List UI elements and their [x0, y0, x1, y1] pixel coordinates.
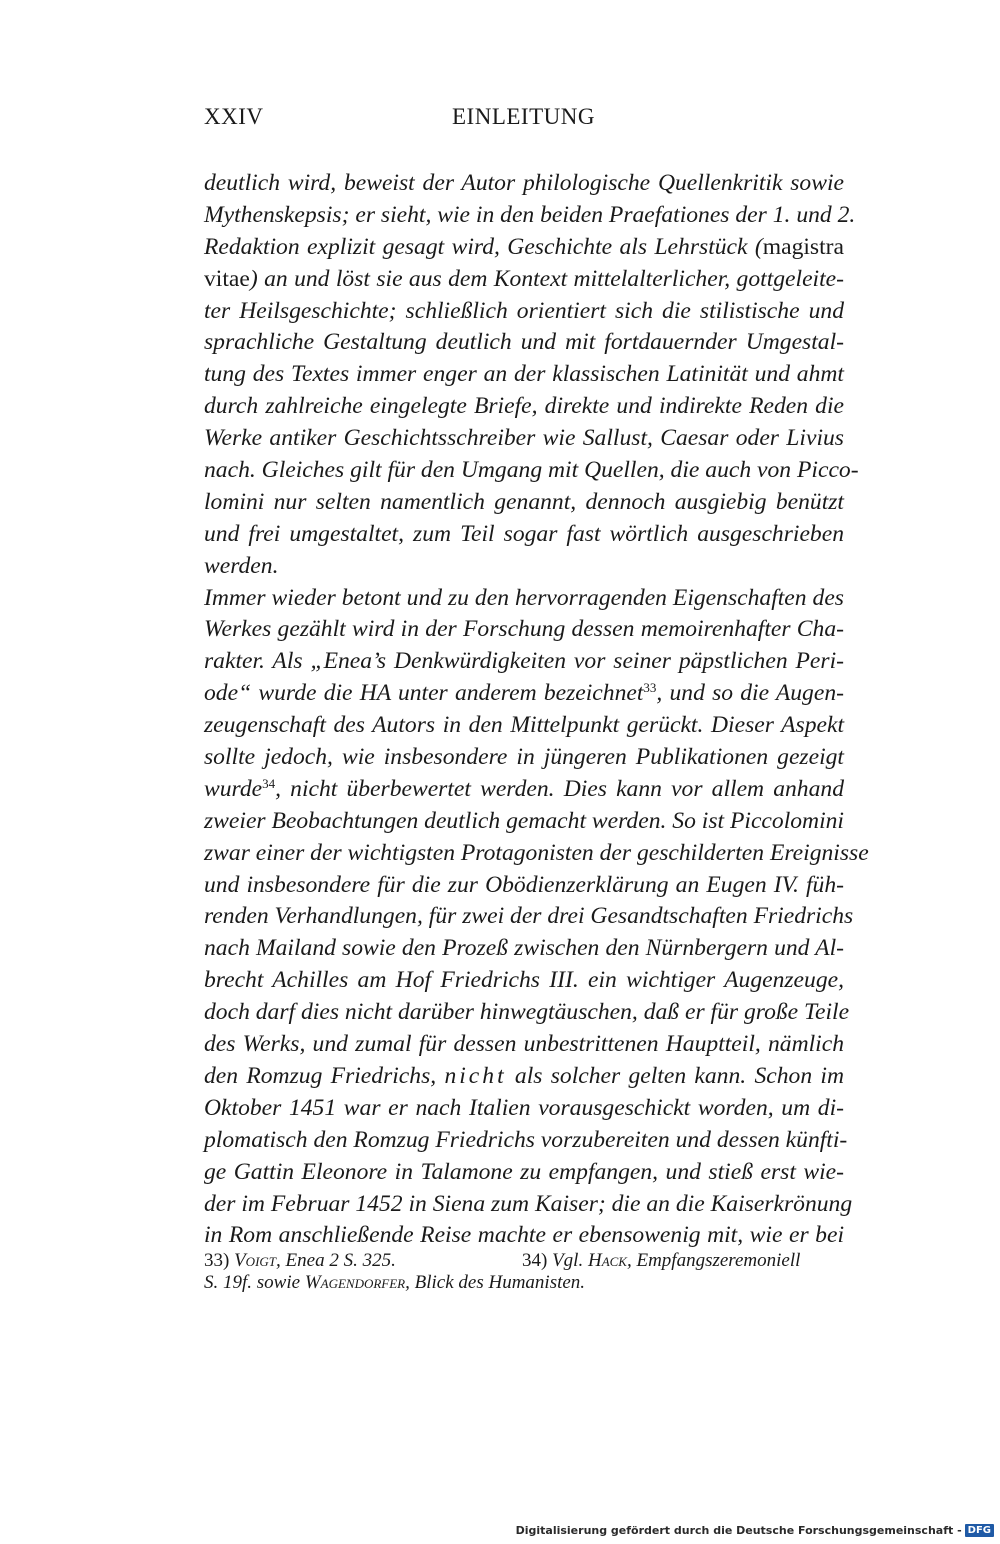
- author-name: Voigt: [234, 1250, 277, 1271]
- page-number: XXIV: [204, 104, 264, 129]
- text-line: zeugenschaft des Autors in den Mittelpunkt gerückt. Dieser Aspekt: [204, 712, 844, 739]
- running-title: EINLEITUNG: [452, 104, 595, 129]
- footnote-line: [204, 1250, 844, 1272]
- text-line: ter Heilsgeschichte; schließlich orientiert sich die stilistische und: [204, 297, 844, 324]
- text-line: ode“ wurde die HA unter anderem bezeichnet$^{33}$, und so die Augen-: [204, 680, 844, 707]
- text-line: deutlich wird, beweist der Autor philologische Quellenkritik sowie: [204, 170, 844, 196]
- text-line: nach Mailand sowie den Prozeß zwischen den Nürnbergern und Al-: [204, 935, 844, 962]
- text-line: werden.: [204, 552, 279, 579]
- footnote-line: [204, 1272, 844, 1294]
- text-line: durch zahlreiche eingelegte Briefe, direkte und indirekte Reden die: [204, 393, 844, 420]
- text-line: plomatisch den Romzug Friedrichs vorzubereiten und dessen künfti-: [204, 1126, 848, 1153]
- text-line: Redaktion explizit gesagt wird, Geschichte als Lehrstück (magistra: [204, 233, 844, 260]
- text-line: wurde$^{34}$, nicht überbewertet werden. Dies kann vor allem anhand: [204, 775, 844, 802]
- dfg-logo-icon: DFG: [965, 1524, 994, 1537]
- text-line: rakter. Als „Enea’s Denkwürdigkeiten vor seiner päpstlichen Peri-: [204, 648, 844, 675]
- text-line: vitae) an und löst sie aus dem Kontext mittelalterlicher, gottgeleite-: [204, 265, 844, 292]
- latin-phrase: vitae: [204, 265, 250, 292]
- text-line: brecht Achilles am Hof Friedrichs III. ein wichtiger Augenzeuge,: [204, 967, 844, 994]
- emphasis-spaced: nicht: [444, 1062, 507, 1089]
- text-line: doch darf dies nicht darüber hinwegtäuschen, daß er für große Teile: [204, 999, 850, 1026]
- text-line: Oktober 1451 war er nach Italien vorausgeschickt worden, um di-: [204, 1094, 844, 1121]
- text-line: und frei umgestaltet, zum Teil sogar fast wörtlich ausgeschrieben: [204, 520, 844, 547]
- text-line: sollte jedoch, wie insbesondere in jüngeren Publikationen gezeigt: [204, 744, 844, 771]
- text-line: zwar einer der wichtigsten Protagonisten der geschilderten Ereignisse: [204, 839, 869, 866]
- text-line: tung des Textes immer enger an der klassischen Latinität und ahmt: [204, 361, 844, 388]
- text-line: nach. Gleiches gilt für den Umgang mit Quellen, die auch von Picco-: [204, 457, 859, 484]
- footnote-ref-33[interactable]: 33: [643, 680, 657, 696]
- footnote-34: 34) Vgl. Hack, Empfangszeremoniell: [522, 1250, 801, 1271]
- text-line: lomini nur selten namentlich genannt, dennoch ausgiebig benützt: [204, 488, 844, 515]
- text-line: und insbesondere für die zur Obödienzerklärung an Eugen IV. füh-: [204, 871, 844, 898]
- author-name: Hack: [587, 1250, 627, 1271]
- text-line: des Werks, und zumal für dessen unbestrittenen Hauptteil, nämlich: [204, 1031, 844, 1058]
- text-line: Mythenskepsis; er sieht, wie in den beiden Praefationes der 1. und 2.: [204, 201, 856, 228]
- footnote-ref-34[interactable]: 34: [262, 775, 276, 791]
- running-head: [204, 104, 846, 140]
- footnotes: [204, 1250, 844, 1294]
- text-line: renden Verhandlungen, für zwei der drei Gesandtschaften Friedrichs: [204, 903, 854, 930]
- dfg-funding-notice: [516, 1522, 994, 1538]
- text-line: sprachliche Gestaltung deutlich und mit fortdauernder Umgestal-: [204, 329, 844, 356]
- text-line: zweier Beobachtungen deutlich gemacht werden. So ist Piccolomini: [204, 807, 844, 834]
- text-line: Immer wieder betont und zu den hervorragenden Eigenschaften des: [204, 584, 844, 611]
- text-line: der im Februar 1452 in Siena zum Kaiser; die an die Kaiserkrönung: [204, 1190, 853, 1217]
- text-line: Werkes gezählt wird in der Forschung dessen memoirenhafter Cha-: [204, 616, 844, 643]
- latin-phrase: magistra: [762, 233, 844, 260]
- text-line: Werke antiker Geschichtsschreiber wie Sallust, Caesar oder Livius: [204, 425, 844, 452]
- author-name: Wagendorfer: [304, 1272, 406, 1293]
- body-text: [204, 168, 869, 1252]
- dfg-notice-text: Digitalisierung gefördert durch die Deutsche Forschungsgemeinschaft -: [515, 1523, 962, 1537]
- footnote-34-continued: S. 19f. sowie Wagendorfer, Blick des Humanisten.: [204, 1272, 586, 1293]
- footnote-33: 33) Voigt, Enea 2 S. 325.: [204, 1250, 396, 1271]
- text-line: den Romzug Friedrichs, nicht als solcher gelten kann. Schon im: [204, 1062, 844, 1089]
- text-line: in Rom anschließende Reise machte er ebensowenig mit, wie er bei: [204, 1222, 844, 1249]
- text-line: ge Gattin Eleonore in Talamone zu empfangen, und stieß erst wie-: [204, 1158, 844, 1185]
